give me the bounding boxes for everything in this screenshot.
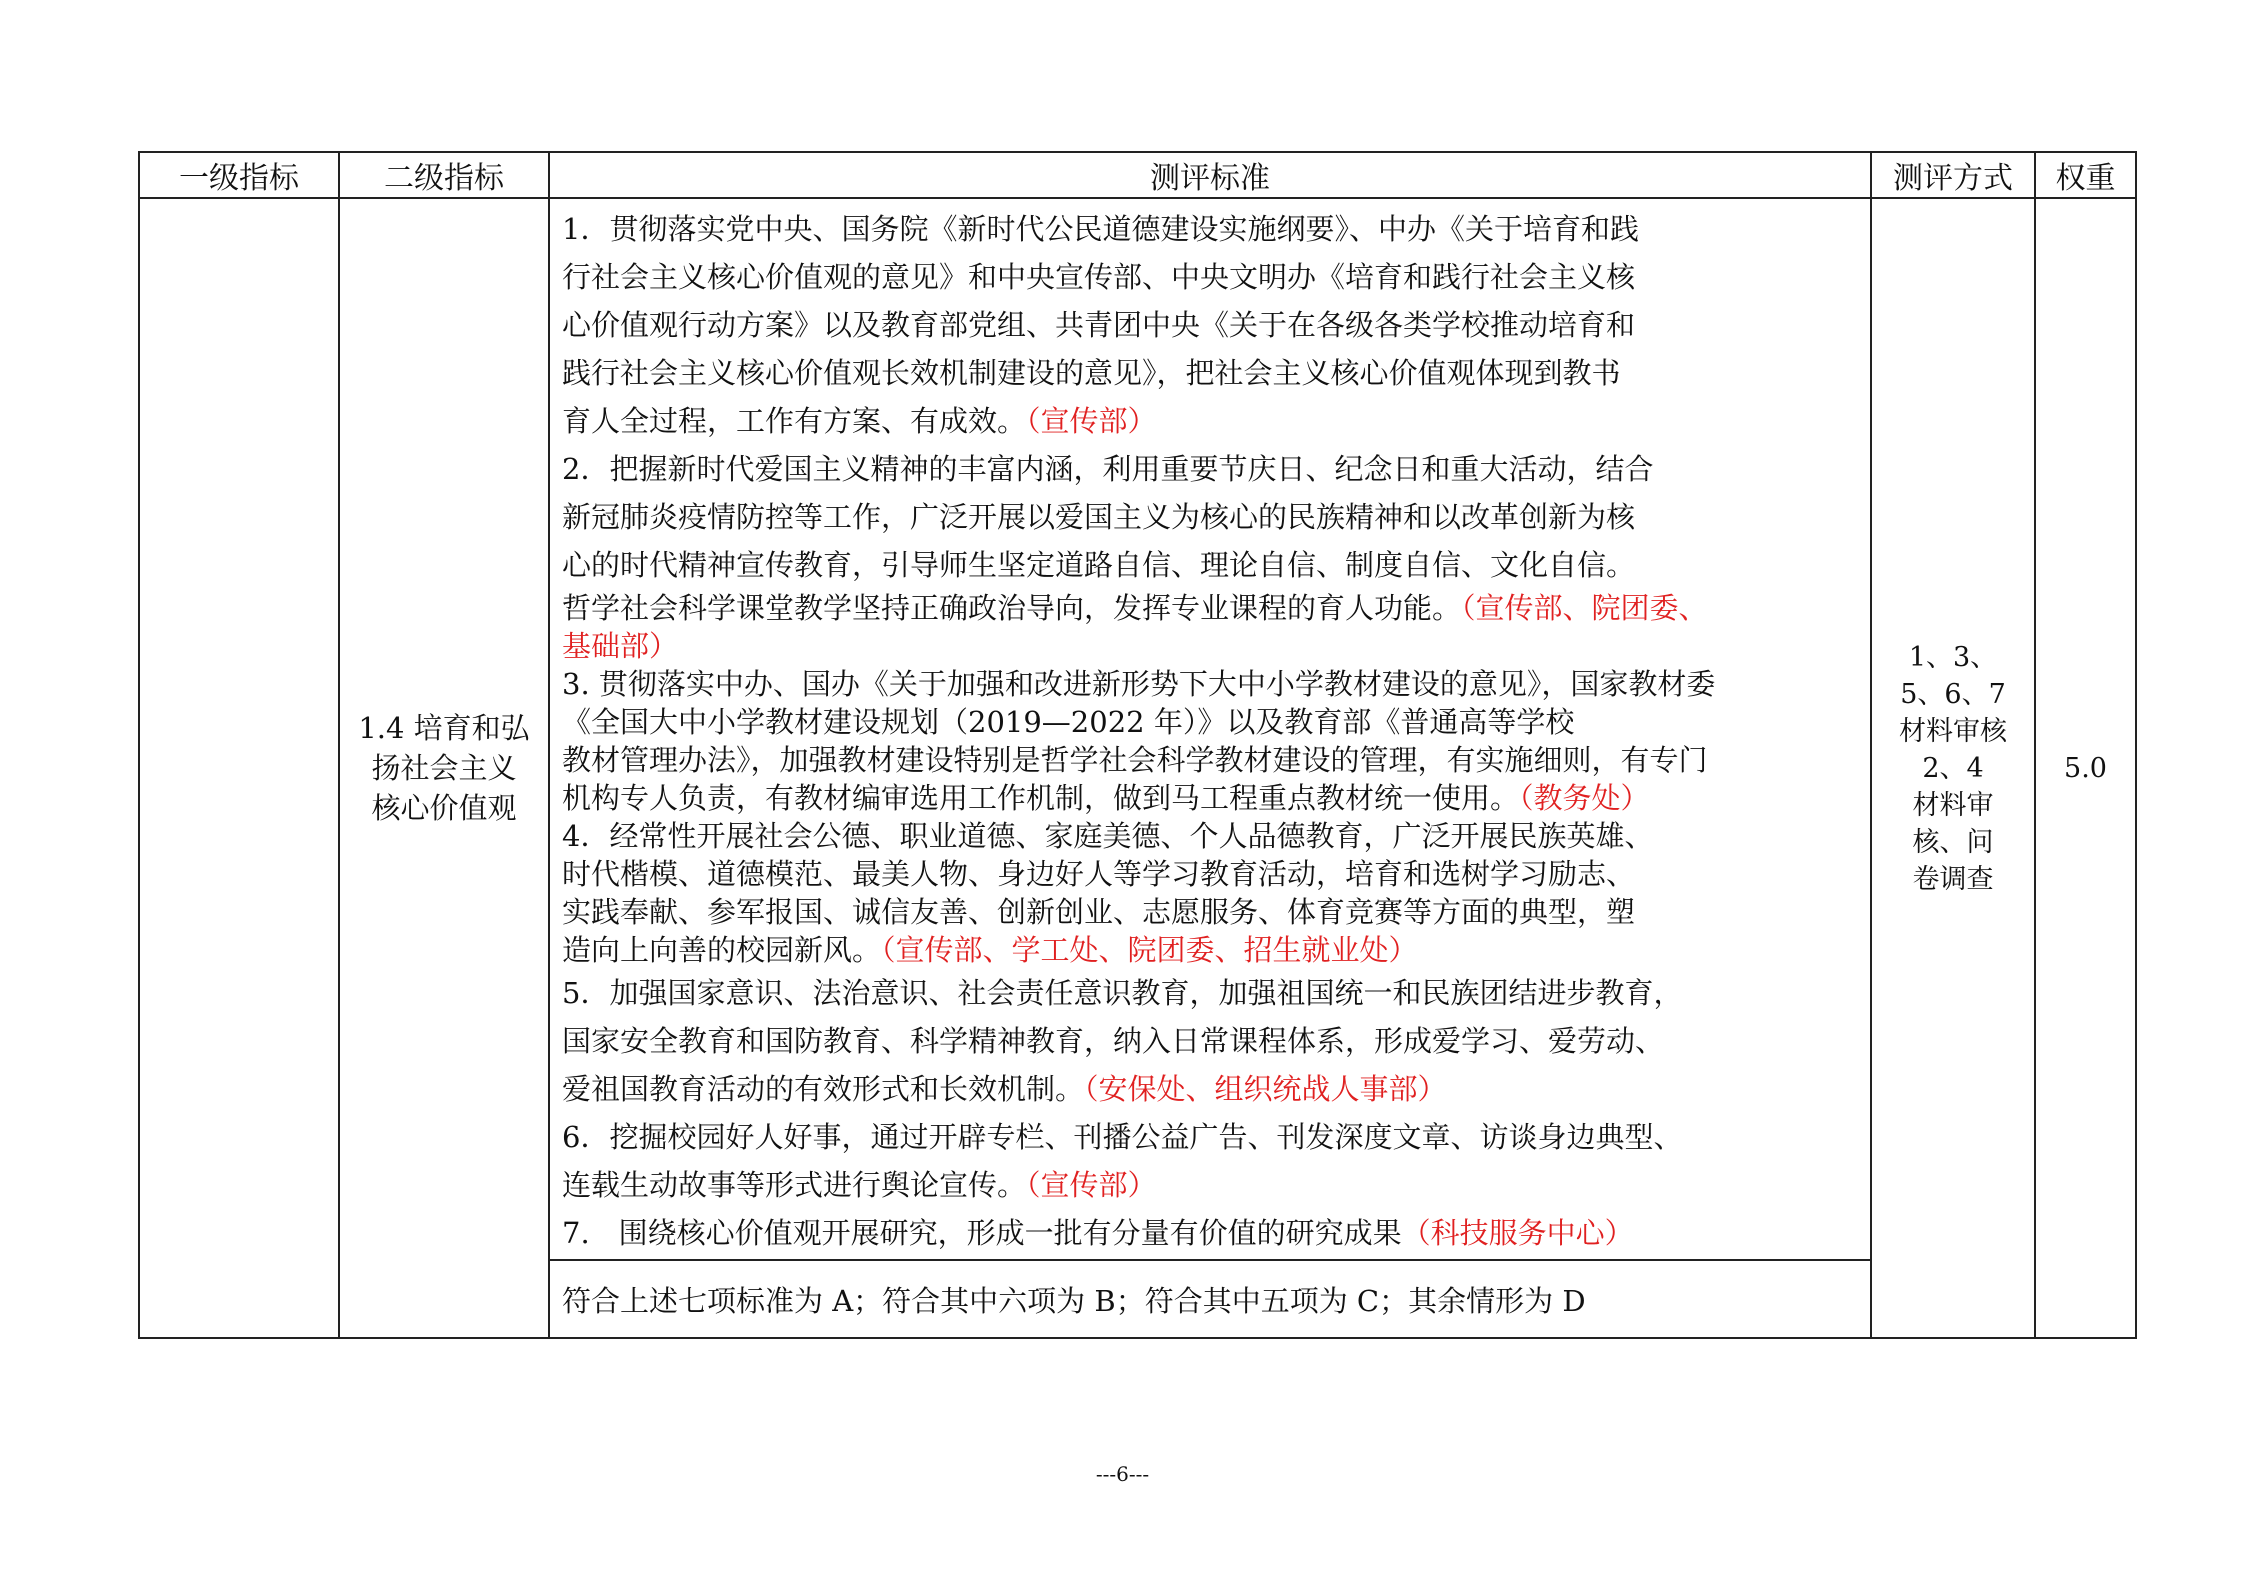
criteria-line: 2．把握新时代爱国主义精神的丰富内涵，利用重要节庆日、纪念日和重大活动，结合: [562, 452, 1654, 486]
responsible-dept: （宣传部）: [1026, 404, 1157, 438]
responsible-dept: （教务处）: [1519, 781, 1650, 815]
level2-line: 1.4 培育和弘: [358, 711, 530, 745]
criteria-line: [562, 1209, 1858, 1257]
criteria-line: 教材管理办法》，加强教材建设特别是哲学社会科学教材建设的管理，有实施细则，有专门: [562, 743, 1708, 777]
header-row: [139, 152, 2136, 198]
criteria-item-3: [562, 665, 1858, 817]
criteria-line: 4．经常性开展社会公德、职业道德、家庭美德、个人品德教育，广泛开展民族英雄、: [562, 819, 1654, 853]
criteria-line: 践行社会主义核心价值观长效机制建设的意见》，把社会主义核心价值观体现到教书: [562, 356, 1621, 390]
criteria-line: 5．加强国家意识、法治意识、社会责任意识教育，加强祖国统一和民族团结进步教育，: [562, 976, 1683, 1010]
responsible-dept: （宣传部、学工处、院团委、招生就业处）: [881, 933, 1418, 967]
criteria-line: [562, 397, 1858, 445]
criteria-list: [550, 199, 1870, 1259]
method-line: 材料审: [1912, 789, 1994, 821]
criteria-line: 时代楷模、道德模范、最美人物、身边好人等学习教育活动，培育和选树学习励志、: [562, 857, 1636, 891]
level2-line: 扬社会主义: [371, 751, 517, 785]
criteria-text: 造向上向善的校园新风。: [562, 933, 882, 967]
criteria-line: [562, 1065, 1858, 1113]
criteria-line: 心价值观行动方案》以及教育部党组、共青团中央《关于在各级各类学校推动培育和: [562, 308, 1636, 342]
method-line: 1、3、: [1908, 641, 1998, 673]
criteria-item-7: [562, 1209, 1858, 1257]
criteria-line: 行社会主义核心价值观的意见》和中央宣传部、中央文明办《培育和践行社会主义核: [562, 260, 1636, 294]
responsible-dept: （安保处、组织统战人事部）: [1084, 1072, 1447, 1106]
method-line: 核、问: [1912, 826, 1994, 858]
level2-line: 核心价值观: [371, 791, 517, 825]
grading-rule: 符合上述七项标准为 A；符合其中六项为 B；符合其中五项为 C；其余情形为 D: [550, 1259, 1870, 1337]
criteria-line: 实践奉献、参军报国、诚信友善、创新创业、志愿服务、体育竞赛等方面的典型，塑: [562, 895, 1636, 929]
responsible-dept: （宣传部）: [1026, 1168, 1157, 1202]
indicator-row: [139, 198, 2136, 1338]
criteria-item-4: [562, 817, 1858, 969]
criteria-line: [562, 931, 1858, 969]
method-line: 5、6、7: [1900, 678, 2006, 710]
method-cell: [1871, 198, 2035, 1338]
header-method: 测评方式: [1871, 152, 2035, 198]
criteria-item-6: [562, 1113, 1858, 1209]
criteria-line: [562, 779, 1858, 817]
criteria-cell: [549, 198, 1871, 1338]
criteria-text: 机构专人负责，有教材编审选用工作机制，做到马工程重点教材统一使用。: [562, 781, 1520, 815]
criteria-text: 7. 围绕核心价值观开展研究，形成一批有分量有价值的研究成果: [562, 1216, 1402, 1250]
criteria-text: 哲学社会科学课堂教学坚持正确政治导向，发挥专业课程的育人功能。: [562, 591, 1462, 625]
method-line: 卷调查: [1912, 863, 1994, 895]
criteria-line: [562, 1161, 1858, 1209]
page-number: ---6---: [1095, 1462, 1150, 1486]
method-line: 2、4: [1922, 752, 1984, 784]
criteria-line: 1．贯彻落实党中央、国务院《新时代公民道德建设实施纲要》、中办《关于培育和践: [562, 212, 1639, 246]
criteria-line: 心的时代精神宣传教育，引导师生坚定道路自信、理论自信、制度自信、文化自信。: [562, 548, 1636, 582]
method-line: 材料审核: [1899, 715, 2007, 747]
level1-cell: [139, 198, 339, 1338]
criteria-item-1: [562, 205, 1858, 445]
criteria-item-5: [562, 969, 1858, 1113]
responsible-dept: （宣传部、院团委、: [1461, 591, 1708, 625]
criteria-text: 连载生动故事等形式进行舆论宣传。: [562, 1168, 1027, 1202]
criteria-line: 国家安全教育和国防教育、科学精神教育，纳入日常课程体系，形成爱学习、爱劳动、: [562, 1024, 1665, 1058]
criteria-text: 育人全过程，工作有方案、有成效。: [562, 404, 1027, 438]
responsible-dept: （科技服务中心）: [1401, 1216, 1634, 1250]
header-level1: 一级指标: [139, 152, 339, 198]
level2-cell: [339, 198, 549, 1338]
header-criteria: 测评标准: [549, 152, 1871, 198]
criteria-line: 6．挖掘校园好人好事，通过开辟专栏、刊播公益广告、刊发深度文章、访谈身边典型、: [562, 1120, 1683, 1154]
responsible-dept: 基础部）: [562, 629, 679, 663]
criteria-text: 爱祖国教育活动的有效形式和长效机制。: [562, 1072, 1085, 1106]
header-weight: 权重: [2035, 152, 2136, 198]
criteria-line: [562, 589, 1858, 627]
criteria-item-2: [562, 445, 1858, 665]
criteria-line: 新冠肺炎疫情防控等工作，广泛开展以爱国主义为核心的民族精神和以改革创新为核: [562, 500, 1636, 534]
criteria-line: 《全国大中小学教材建设规划（2019—2022 年）》以及教育部《普通高等学校: [562, 705, 1575, 739]
criteria-line: 3. 贯彻落实中办、国办《关于加强和改进新形势下大中小学教材建设的意见》，国家教材委: [562, 667, 1716, 701]
evaluation-table: [138, 151, 2137, 1339]
header-level2: 二级指标: [339, 152, 549, 198]
weight-cell: 5.0: [2035, 198, 2136, 1338]
